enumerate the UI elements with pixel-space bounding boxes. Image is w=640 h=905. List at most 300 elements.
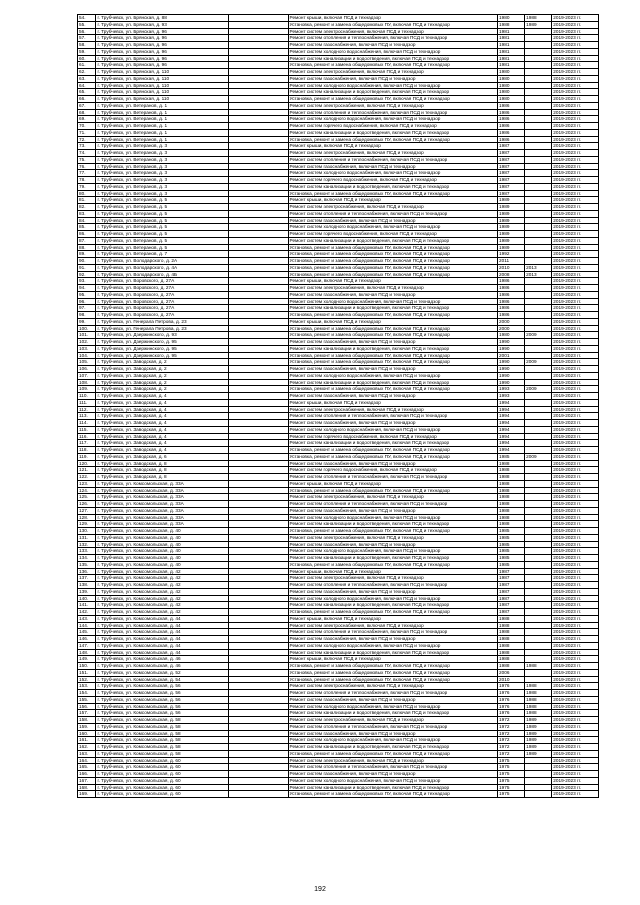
year-built-cell: 1989 bbox=[498, 197, 525, 204]
year-repair-cell: 1989 bbox=[525, 723, 552, 730]
address-cell: г. Трубчевск, ул. Дзержинского, д. 93 bbox=[96, 332, 228, 339]
address-cell: г. Трубчевск, ул. Комсомольская, д. 56 bbox=[96, 703, 228, 710]
year-repair-cell bbox=[525, 487, 552, 494]
row-number: 107. bbox=[78, 372, 96, 379]
year-repair-cell: 1988 bbox=[525, 690, 552, 697]
year-built-cell: 1976 bbox=[498, 683, 525, 690]
period-cell: 2019-2023 гг. bbox=[552, 555, 599, 562]
period-cell: 2019-2023 гг. bbox=[552, 258, 599, 265]
table-row bbox=[78, 514, 599, 521]
year-built-cell: 1972 bbox=[498, 730, 525, 737]
year-built-cell: 1987 bbox=[498, 575, 525, 582]
year-built-cell: 1988 bbox=[498, 494, 525, 501]
work-type-cell: Ремонт систем отопления и теплоснабжения, включая ПСД и технадзор bbox=[288, 35, 497, 42]
period-cell: 2019-2023 гг. bbox=[552, 771, 599, 778]
period-cell: 2019-2023 гг. bbox=[552, 656, 599, 663]
year-built-cell: 1987 bbox=[498, 609, 525, 616]
year-repair-cell bbox=[525, 116, 552, 123]
work-type-cell: Установка, ремонт и замена общедомовых ПУ, включая ПСД и технадзор bbox=[288, 453, 497, 460]
period-cell: 2019-2023 гг. bbox=[552, 717, 599, 724]
row-number: 156. bbox=[78, 703, 96, 710]
row-number: 68. bbox=[78, 109, 96, 116]
year-repair-cell bbox=[525, 447, 552, 454]
blank-cell bbox=[228, 28, 288, 35]
row-number: 62. bbox=[78, 69, 96, 76]
row-number: 63. bbox=[78, 75, 96, 82]
work-type-cell: Установка, ремонт и замена общедомовых ПУ, включая ПСД и технадзор bbox=[288, 750, 497, 757]
address-cell: г. Трубчевск, ул. Комсомольская, д. 44 bbox=[96, 636, 228, 643]
row-number: 115. bbox=[78, 426, 96, 433]
year-built-cell: 1987 bbox=[498, 150, 525, 157]
period-cell: 2019-2023 гг. bbox=[552, 582, 599, 589]
year-built-cell: 1987 bbox=[498, 156, 525, 163]
table-row bbox=[78, 305, 599, 312]
address-cell: г. Трубчевск, ул. Комсомольская, д. 44 bbox=[96, 622, 228, 629]
period-cell: 2019-2023 гг. bbox=[552, 271, 599, 278]
row-number: 137. bbox=[78, 575, 96, 582]
row-number: 119. bbox=[78, 453, 96, 460]
table-row bbox=[78, 494, 599, 501]
work-type-cell: Ремонт систем канализации и водоотведения, включая ПСД и технадзор bbox=[288, 649, 497, 656]
blank-cell bbox=[228, 89, 288, 96]
year-built-cell: 1987 bbox=[498, 602, 525, 609]
year-repair-cell bbox=[525, 534, 552, 541]
address-cell: г. Трубчевск, ул. Заводская, д. 2 bbox=[96, 372, 228, 379]
work-type-cell: Ремонт систем электроснабжения, включая ПСД и технадзор bbox=[288, 102, 497, 109]
address-cell: г. Трубчевск, ул. Комсомольская, д. 42 bbox=[96, 588, 228, 595]
address-cell: г. Трубчевск, ул. Комсомольская, д. 40 bbox=[96, 541, 228, 548]
work-type-cell: Установка, ремонт и замена общедомовых ПУ, включая ПСД и технадзор bbox=[288, 609, 497, 616]
year-built-cell: 1988 bbox=[498, 622, 525, 629]
address-cell: г. Трубчевск, ул. Комсомольская, д. 33А bbox=[96, 480, 228, 487]
work-type-cell: Установка, ремонт и замена общедомовых ПУ, включая ПСД и технадзор bbox=[288, 359, 497, 366]
year-built-cell: 1989 bbox=[498, 231, 525, 238]
year-repair-cell bbox=[525, 548, 552, 555]
row-number: 121. bbox=[78, 467, 96, 474]
table-row bbox=[78, 561, 599, 568]
blank-cell bbox=[228, 102, 288, 109]
year-built-cell: 1994 bbox=[498, 440, 525, 447]
row-number: 84. bbox=[78, 217, 96, 224]
year-built-cell: 1972 bbox=[498, 744, 525, 751]
work-type-cell: Ремонт крыши, включая ПСД и технадзор bbox=[288, 480, 497, 487]
row-number: 127. bbox=[78, 507, 96, 514]
blank-cell bbox=[228, 345, 288, 352]
year-repair-cell bbox=[525, 501, 552, 508]
row-number: 140. bbox=[78, 595, 96, 602]
period-cell: 2019-2023 гг. bbox=[552, 676, 599, 683]
address-cell: г. Трубчевск, ул. Комсомольская, д. 42 bbox=[96, 609, 228, 616]
period-cell: 2019-2023 гг. bbox=[552, 690, 599, 697]
work-type-cell: Ремонт систем канализации и водоотведения, включая ПСД и технадзор bbox=[288, 55, 497, 62]
blank-cell bbox=[228, 487, 288, 494]
table-row bbox=[78, 231, 599, 238]
year-repair-cell bbox=[525, 561, 552, 568]
blank-cell bbox=[228, 62, 288, 69]
period-cell: 2019-2023 гг. bbox=[552, 352, 599, 359]
address-cell: г. Трубчевск, ул. Ветеранов, д. 5 bbox=[96, 204, 228, 211]
work-type-cell: Ремонт крыши, включая ПСД и технадзор bbox=[288, 318, 497, 325]
address-cell: г. Трубчевск, ул. Комсомольская, д. 33А bbox=[96, 487, 228, 494]
period-cell: 2019-2023 гг. bbox=[552, 501, 599, 508]
year-repair-cell bbox=[525, 460, 552, 467]
row-number: 104. bbox=[78, 352, 96, 359]
period-cell: 2019-2023 гг. bbox=[552, 642, 599, 649]
work-type-cell: Ремонт систем электроснабжения, включая ПСД и технадзор bbox=[288, 757, 497, 764]
year-repair-cell bbox=[525, 123, 552, 130]
address-cell: г. Трубчевск, ул. Воровского, д. 27А bbox=[96, 305, 228, 312]
work-type-cell: Ремонт систем газоснабжения, включая ПСД и технадзор bbox=[288, 420, 497, 427]
year-repair-cell: 1989 bbox=[525, 21, 552, 28]
work-type-cell: Ремонт систем газоснабжения, включая ПСД и технадзор bbox=[288, 75, 497, 82]
period-cell: 2019-2023 гг. bbox=[552, 737, 599, 744]
blank-cell bbox=[228, 656, 288, 663]
address-cell: г. Трубчевск, ул. Комсомольская, д. 33А bbox=[96, 521, 228, 528]
blank-cell bbox=[228, 352, 288, 359]
year-built-cell: 1981 bbox=[498, 55, 525, 62]
table-row bbox=[78, 312, 599, 319]
row-number: 157. bbox=[78, 710, 96, 717]
blank-cell bbox=[228, 467, 288, 474]
table-row bbox=[78, 352, 599, 359]
row-number: 87. bbox=[78, 237, 96, 244]
row-number: 67. bbox=[78, 102, 96, 109]
address-cell: г. Трубчевск, ул. Заводская, д. 4 bbox=[96, 413, 228, 420]
year-built-cell: 1988 bbox=[498, 514, 525, 521]
work-type-cell: Ремонт крыши, включая ПСД и технадзор bbox=[288, 399, 497, 406]
row-number: 147. bbox=[78, 642, 96, 649]
row-number: 139. bbox=[78, 588, 96, 595]
row-number: 82. bbox=[78, 204, 96, 211]
row-number: 66. bbox=[78, 96, 96, 103]
address-cell: г. Трубчевск, ул. Ветеранов, д. 1 bbox=[96, 123, 228, 130]
table-row bbox=[78, 474, 599, 481]
address-cell: г. Трубчевск, ул. Комсомольская, д. 56 bbox=[96, 710, 228, 717]
row-number: 70. bbox=[78, 123, 96, 130]
year-built-cell: 1972 bbox=[498, 723, 525, 730]
table-row bbox=[78, 82, 599, 89]
year-repair-cell bbox=[525, 278, 552, 285]
table-row bbox=[78, 224, 599, 231]
period-cell: 2019-2023 гг. bbox=[552, 757, 599, 764]
blank-cell bbox=[228, 480, 288, 487]
row-number: 59. bbox=[78, 48, 96, 55]
year-built-cell: 1988 bbox=[498, 474, 525, 481]
year-repair-cell bbox=[525, 48, 552, 55]
year-built-cell: 1980 bbox=[498, 96, 525, 103]
table-row bbox=[78, 285, 599, 292]
table-row bbox=[78, 129, 599, 136]
work-type-cell: Установка, ремонт и замена общедомовых ПУ, включая ПСД и технадзор bbox=[288, 325, 497, 332]
year-built-cell: 1988 bbox=[498, 21, 525, 28]
blank-cell bbox=[228, 251, 288, 258]
table-row bbox=[78, 467, 599, 474]
year-repair-cell: 1988 bbox=[525, 15, 552, 22]
period-cell: 2019-2023 гг. bbox=[552, 669, 599, 676]
work-type-cell: Ремонт систем отопления и теплоснабжения, включая ПСД и технадзор bbox=[288, 582, 497, 589]
period-cell: 2019-2023 гг. bbox=[552, 35, 599, 42]
work-type-cell: Ремонт систем холодного водоснабжения, включая ПСД и технадзор bbox=[288, 703, 497, 710]
blank-cell bbox=[228, 717, 288, 724]
year-built-cell: 1990 bbox=[498, 372, 525, 379]
period-cell: 2019-2023 гг. bbox=[552, 629, 599, 636]
address-cell: г. Трубчевск, ул. Заводская, д. 2 bbox=[96, 386, 228, 393]
year-built-cell: 1989 bbox=[498, 237, 525, 244]
blank-cell bbox=[228, 393, 288, 400]
work-type-cell: Ремонт крыши, включая ПСД и технадзор bbox=[288, 143, 497, 150]
work-type-cell: Ремонт систем электроснабжения, включая ПСД и технадзор bbox=[288, 622, 497, 629]
address-cell: г. Трубчевск, ул. Ветеранов, д. 1 bbox=[96, 129, 228, 136]
year-built-cell: 1989 bbox=[498, 224, 525, 231]
year-repair-cell bbox=[525, 237, 552, 244]
table-row bbox=[78, 372, 599, 379]
year-built-cell: 1988 bbox=[498, 487, 525, 494]
work-type-cell: Ремонт систем газоснабжения, включая ПСД и технадзор bbox=[288, 771, 497, 778]
year-built-cell: 1981 bbox=[498, 28, 525, 35]
row-number: 55. bbox=[78, 21, 96, 28]
address-cell: г. Трубчевск, ул. Генерала Петрова, д. 23 bbox=[96, 325, 228, 332]
year-repair-cell bbox=[525, 467, 552, 474]
period-cell: 2019-2023 гг. bbox=[552, 109, 599, 116]
work-type-cell: Ремонт систем холодного водоснабжения, включая ПСД и технадзор bbox=[288, 642, 497, 649]
work-type-cell: Установка, ремонт и замена общедомовых ПУ, включая ПСД и технадзор bbox=[288, 21, 497, 28]
work-type-cell: Ремонт систем отопления и теплоснабжения, включая ПСД и технадзор bbox=[288, 690, 497, 697]
work-type-cell: Установка, ремонт и замена общедомовых ПУ, включая ПСД и технадзор bbox=[288, 352, 497, 359]
year-repair-cell bbox=[525, 602, 552, 609]
page-number: 192 bbox=[314, 886, 326, 893]
work-type-cell: Ремонт систем канализации и водоотведения, включая ПСД и технадзор bbox=[288, 602, 497, 609]
period-cell: 2019-2023 гг. bbox=[552, 595, 599, 602]
blank-cell bbox=[228, 791, 288, 798]
work-type-cell: Установка, ремонт и замена общедомовых ПУ, включая ПСД и технадзор bbox=[288, 190, 497, 197]
year-built-cell: 1994 bbox=[498, 447, 525, 454]
period-cell: 2019-2023 гг. bbox=[552, 433, 599, 440]
year-repair-cell bbox=[525, 312, 552, 319]
work-type-cell: Ремонт систем электроснабжения, включая ПСД и технадзор bbox=[288, 150, 497, 157]
table-row bbox=[78, 102, 599, 109]
address-cell: г. Трубчевск, ул. Комсомольская, д. 60 bbox=[96, 764, 228, 771]
row-number: 54. bbox=[78, 15, 96, 22]
work-type-cell: Ремонт систем отопления и теплоснабжения, включая ПСД и технадзор bbox=[288, 723, 497, 730]
blank-cell bbox=[228, 339, 288, 346]
row-number: 113. bbox=[78, 413, 96, 420]
blank-cell bbox=[228, 676, 288, 683]
work-type-cell: Ремонт систем электроснабжения, включая ПСД и технадзор bbox=[288, 683, 497, 690]
period-cell: 2019-2023 гг. bbox=[552, 548, 599, 555]
address-cell: г. Трубчевск, ул. Комсомольская, д. 40 bbox=[96, 548, 228, 555]
work-type-cell: Ремонт систем газоснабжения, включая ПСД и технадзор bbox=[288, 393, 497, 400]
blank-cell bbox=[228, 447, 288, 454]
row-number: 155. bbox=[78, 696, 96, 703]
table-row bbox=[78, 116, 599, 123]
period-cell: 2019-2023 гг. bbox=[552, 318, 599, 325]
period-cell: 2019-2023 гг. bbox=[552, 487, 599, 494]
year-repair-cell bbox=[525, 318, 552, 325]
table-row bbox=[78, 406, 599, 413]
work-type-cell: Установка, ремонт и замена общедомовых ПУ, включая ПСД и технадзор bbox=[288, 447, 497, 454]
work-type-cell: Ремонт систем канализации и водоотведения, включая ПСД и технадзор bbox=[288, 784, 497, 791]
year-built-cell: 1988 bbox=[498, 629, 525, 636]
table-row bbox=[78, 649, 599, 656]
work-type-cell: Ремонт систем газоснабжения, включая ПСД и технадзор bbox=[288, 366, 497, 373]
year-built-cell: 1987 bbox=[498, 595, 525, 602]
table-row bbox=[78, 237, 599, 244]
work-type-cell: Установка, ремонт и замена общедомовых ПУ, включая ПСД и технадзор bbox=[288, 386, 497, 393]
table-row bbox=[78, 156, 599, 163]
year-repair-cell bbox=[525, 366, 552, 373]
table-row bbox=[78, 528, 599, 535]
blank-cell bbox=[228, 595, 288, 602]
work-type-cell: Ремонт систем канализации и водоотведения, включая ПСД и технадзор bbox=[288, 305, 497, 312]
blank-cell bbox=[228, 744, 288, 751]
table-row bbox=[78, 447, 599, 454]
year-built-cell: 1987 bbox=[498, 190, 525, 197]
blank-cell bbox=[228, 244, 288, 251]
table-row bbox=[78, 190, 599, 197]
work-type-cell: Ремонт систем холодного водоснабжения, включая ПСД и технадзор bbox=[288, 82, 497, 89]
blank-cell bbox=[228, 163, 288, 170]
year-built-cell: 1988 bbox=[498, 501, 525, 508]
blank-cell bbox=[228, 170, 288, 177]
work-type-cell: Ремонт систем отопления и теплоснабжения, включая ПСД и технадзор bbox=[288, 474, 497, 481]
row-number: 108. bbox=[78, 379, 96, 386]
blank-cell bbox=[228, 669, 288, 676]
row-number: 105. bbox=[78, 359, 96, 366]
year-built-cell: 1981 bbox=[498, 48, 525, 55]
period-cell: 2019-2023 гг. bbox=[552, 190, 599, 197]
table-row bbox=[78, 42, 599, 49]
blank-cell bbox=[228, 588, 288, 595]
table-row bbox=[78, 89, 599, 96]
table-row bbox=[78, 568, 599, 575]
row-number: 168. bbox=[78, 784, 96, 791]
work-type-cell: Ремонт систем канализации и водоотведения, включая ПСД и технадзор bbox=[288, 237, 497, 244]
work-type-cell: Ремонт систем холодного водоснабжения, включая ПСД и технадзор bbox=[288, 548, 497, 555]
period-cell: 2019-2023 гг. bbox=[552, 393, 599, 400]
blank-cell bbox=[228, 521, 288, 528]
blank-cell bbox=[228, 507, 288, 514]
row-number: 76. bbox=[78, 163, 96, 170]
row-number: 94. bbox=[78, 285, 96, 292]
address-cell: г. Трубчевск, ул. Ветеранов, д. 7 bbox=[96, 251, 228, 258]
row-number: 57. bbox=[78, 35, 96, 42]
address-cell: г. Трубчевск, ул. Комсомольская, д. 44 bbox=[96, 649, 228, 656]
blank-cell bbox=[228, 96, 288, 103]
row-number: 149. bbox=[78, 656, 96, 663]
year-repair-cell: 2009 bbox=[525, 386, 552, 393]
work-type-cell: Ремонт систем электроснабжения, включая ПСД и технадзор bbox=[288, 69, 497, 76]
year-built-cell: 1985 bbox=[498, 561, 525, 568]
address-cell: г. Трубчевск, ул. Комсомольская, д. 54 bbox=[96, 676, 228, 683]
period-cell: 2019-2023 гг. bbox=[552, 413, 599, 420]
year-built-cell: 1986 bbox=[498, 278, 525, 285]
blank-cell bbox=[228, 636, 288, 643]
row-number: 128. bbox=[78, 514, 96, 521]
work-type-cell: Ремонт систем отопления и теплоснабжения, включая ПСД и технадзор bbox=[288, 764, 497, 771]
row-number: 90. bbox=[78, 258, 96, 265]
year-repair-cell bbox=[525, 170, 552, 177]
table-row bbox=[78, 453, 599, 460]
table-row bbox=[78, 278, 599, 285]
blank-cell bbox=[228, 494, 288, 501]
row-number: 118. bbox=[78, 447, 96, 454]
row-number: 106. bbox=[78, 366, 96, 373]
address-cell: г. Трубчевск, ул. Ветеранов, д. 1 bbox=[96, 102, 228, 109]
year-repair-cell: 2009 bbox=[525, 359, 552, 366]
address-cell: г. Трубчевск, ул. Комсомольская, д. 33А bbox=[96, 494, 228, 501]
year-built-cell: 2000 bbox=[498, 318, 525, 325]
period-cell: 2019-2023 гг. bbox=[552, 264, 599, 271]
table-row bbox=[78, 602, 599, 609]
year-built-cell: 1986 bbox=[498, 109, 525, 116]
year-built-cell: 1988 bbox=[498, 521, 525, 528]
work-type-cell: Ремонт систем газоснабжения, включая ПСД и технадзор bbox=[288, 460, 497, 467]
row-number: 112. bbox=[78, 406, 96, 413]
period-cell: 2019-2023 гг. bbox=[552, 609, 599, 616]
year-built-cell: 1986 bbox=[498, 305, 525, 312]
year-built-cell: 1987 bbox=[498, 568, 525, 575]
work-type-cell: Ремонт систем горячего водоснабжения, включая ПСД и технадзор bbox=[288, 123, 497, 130]
year-repair-cell: 1989 bbox=[525, 737, 552, 744]
blank-cell bbox=[228, 42, 288, 49]
year-repair-cell bbox=[525, 656, 552, 663]
blank-cell bbox=[228, 629, 288, 636]
year-built-cell: 1986 bbox=[498, 298, 525, 305]
work-type-cell: Ремонт систем газоснабжения, включая ПСД и технадзор bbox=[288, 588, 497, 595]
period-cell: 2019-2023 гг. bbox=[552, 379, 599, 386]
year-built-cell: 1989 bbox=[498, 210, 525, 217]
work-type-cell: Установка, ремонт и замена общедомовых ПУ, включая ПСД и технадзор bbox=[288, 258, 497, 265]
table-row bbox=[78, 15, 599, 22]
row-number: 100. bbox=[78, 325, 96, 332]
address-cell: г. Трубчевск, ул. Комсомольская, д. 42 bbox=[96, 568, 228, 575]
year-repair-cell bbox=[525, 244, 552, 251]
year-built-cell: 1975 bbox=[498, 771, 525, 778]
blank-cell bbox=[228, 264, 288, 271]
blank-cell bbox=[228, 642, 288, 649]
period-cell: 2019-2023 гг. bbox=[552, 480, 599, 487]
blank-cell bbox=[228, 528, 288, 535]
year-built-cell: 1986 bbox=[498, 129, 525, 136]
table-row bbox=[78, 35, 599, 42]
row-number: 111. bbox=[78, 399, 96, 406]
table-row bbox=[78, 62, 599, 69]
year-built-cell: 1987 bbox=[498, 588, 525, 595]
row-number: 132. bbox=[78, 541, 96, 548]
blank-cell bbox=[228, 75, 288, 82]
work-type-cell: Ремонт систем газоснабжения, включая ПСД и технадзор bbox=[288, 42, 497, 49]
period-cell: 2019-2023 гг. bbox=[552, 298, 599, 305]
blank-cell bbox=[228, 460, 288, 467]
row-number: 98. bbox=[78, 312, 96, 319]
period-cell: 2019-2023 гг. bbox=[552, 575, 599, 582]
row-number: 151. bbox=[78, 669, 96, 676]
address-cell: г. Трубчевск, ул. Воровского, д. 27А bbox=[96, 285, 228, 292]
year-repair-cell bbox=[525, 406, 552, 413]
blank-cell bbox=[228, 534, 288, 541]
blank-cell bbox=[228, 258, 288, 265]
blank-cell bbox=[228, 514, 288, 521]
year-repair-cell bbox=[525, 28, 552, 35]
row-number: 80. bbox=[78, 190, 96, 197]
year-repair-cell bbox=[525, 177, 552, 184]
address-cell: г. Трубчевск, ул. Комсомольская, д. 56 bbox=[96, 690, 228, 697]
year-built-cell: 2008 bbox=[498, 271, 525, 278]
year-repair-cell bbox=[525, 757, 552, 764]
table-row bbox=[78, 480, 599, 487]
period-cell: 2019-2023 гг. bbox=[552, 15, 599, 22]
work-type-cell: Ремонт систем газоснабжения, включая ПСД и технадзор bbox=[288, 730, 497, 737]
